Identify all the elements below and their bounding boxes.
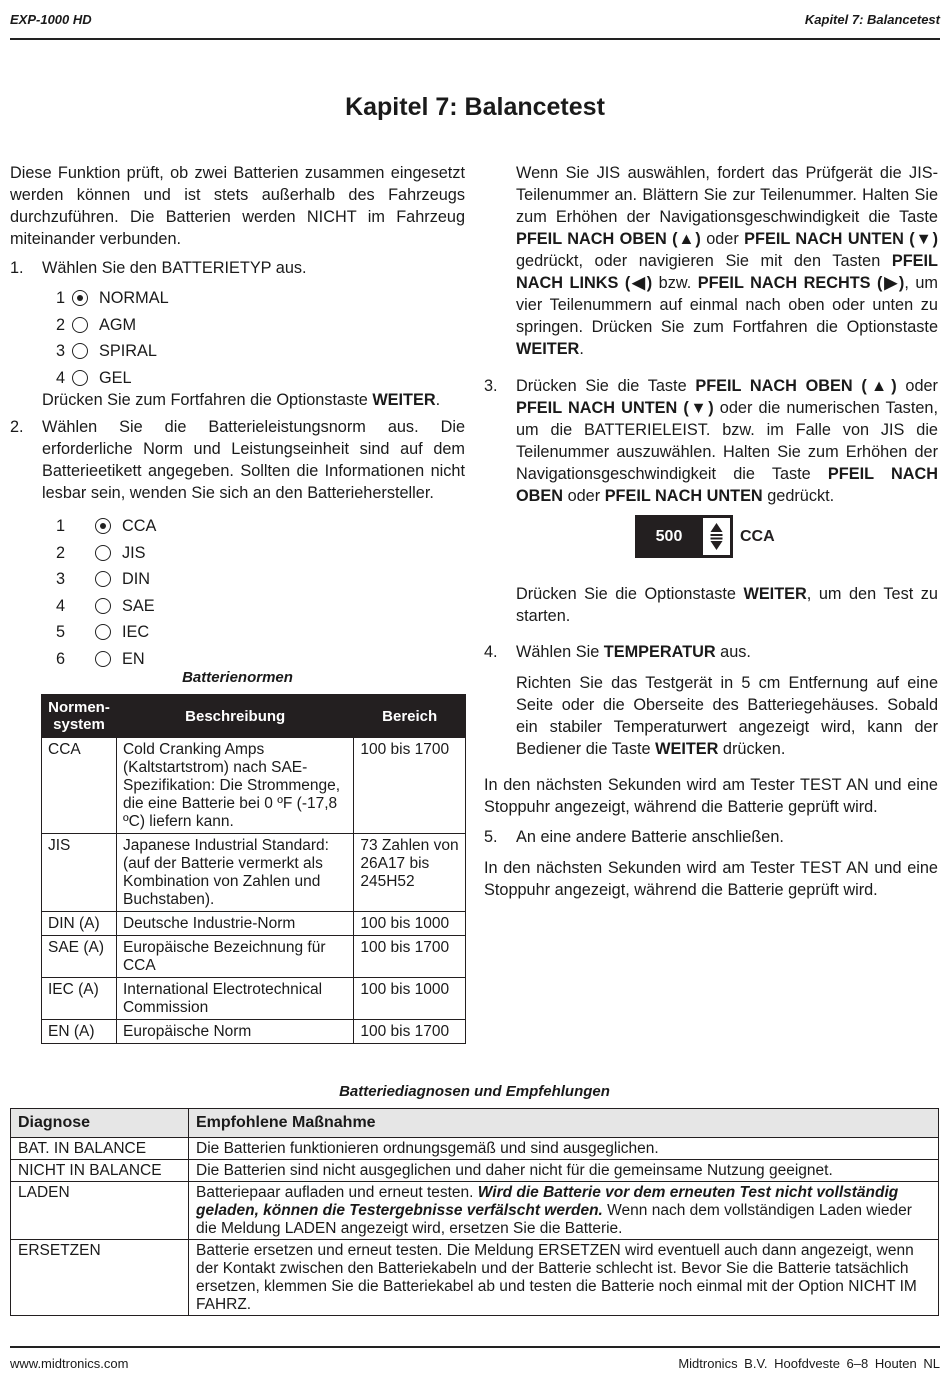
norm-header-cell: Normen- system <box>42 695 117 738</box>
step3-text: Drücken Sie die Taste <box>516 377 696 395</box>
radio-selected-icon[interactable] <box>95 518 111 534</box>
action-bold: Wird die Batterie vor dem erneuten Test nicht vollständig geladen, können die Testergebnisse verfälscht werden. <box>196 1184 899 1219</box>
norm-cell: 100 bis 1700 <box>354 1020 466 1044</box>
norm-cell: International Electrotechnical Commission <box>116 978 353 1020</box>
step-2 <box>10 416 465 504</box>
left-column <box>10 162 465 1044</box>
continue-end: . <box>435 391 441 409</box>
radio-empty-icon[interactable] <box>72 343 88 359</box>
action-text: Die Batterien funktionieren ordnungsgemäß und sind ausgeglichen. <box>196 1140 659 1157</box>
diag-header-action: Empfohlene Maßnahme <box>189 1109 939 1138</box>
diagnosis-table <box>10 1108 939 1316</box>
page-footer <box>10 1346 940 1371</box>
action-text: Die Batterien sind nicht ausgeglichen und daher nicht für die gemeinsame Nutzung geeignet. <box>196 1162 833 1179</box>
action-text: Batterie ersetzen und erneut testen. Die Meldung ERSETZEN wird eventuell auch dann angezeigt, wenn der Kontakt zwischen den Batteriekabeln und der Batterie schlecht ist. Bevor Sie die Batterie tatsächlich ersetzen, klemmen Sie die Batteriekabel ab und testen die Batterie noch einmal mit der Option NICHT IM FAHRZ. <box>196 1242 917 1313</box>
option-number: 4 <box>56 368 66 387</box>
info-paragraph-1: In den nächsten Sekunden wird am Tester TEST AN und eine Stoppuhr angezeigt, während die Batterie geprüft wird. <box>484 776 938 816</box>
norm-cell: Japanese Industrial Standard: (auf der Batterie vermerkt als Kombination von Zahlen und Buchstaben). <box>116 834 353 912</box>
option-number: 4 <box>56 596 66 615</box>
radio-empty-icon[interactable] <box>95 545 111 561</box>
option-number: 2 <box>56 315 66 334</box>
step-number: 2. <box>10 418 24 436</box>
step-number: 3. <box>484 377 498 395</box>
step-number: 5. <box>484 828 498 846</box>
jis-bold: WEITER <box>516 340 580 358</box>
radio-empty-icon[interactable] <box>95 571 111 587</box>
continue-key: WEITER <box>372 391 436 409</box>
continue-text: Drücken Sie zum Fortfahren die Optionstaste <box>42 391 373 409</box>
action-text: Wenn nach dem vollständigen Laden wieder die Meldung LADEN angezeigt wird, ersetzen Sie die Batterie. <box>196 1202 912 1237</box>
jis-bold: PFEIL NACH OBEN (▲) <box>516 230 701 248</box>
jis-bold: PFEIL NACH LINKS (◀) <box>516 252 938 292</box>
option-label: JIS <box>122 543 146 562</box>
table-row <box>42 978 466 1020</box>
step4-detail-text: drücken. <box>718 740 786 758</box>
step4-detail-text: Richten Sie das Testgerät in 5 cm Entfernung auf eine Seite oder die Oberseite des Batteriegehäuses. Sobald ein stabiler Temperaturwert angezeigt wird, kann der Bediener die Taste <box>516 674 938 758</box>
info-paragraph-2: In den nächsten Sekunden wird am Tester TEST AN und eine Stoppuhr angezeigt, während die Batterie geprüft wird. <box>484 859 938 899</box>
step3-text: oder die numerischen Tasten, um die BATTERIELEIST. bzw. im Falle von JIS die Teilenummer auszuwählen. Halten Sie zum Erhöhen der Navigationsgeschwindigkeit die Taste <box>516 399 938 483</box>
norm-cell: SAE (A) <box>42 936 117 978</box>
option-row[interactable] <box>10 365 465 392</box>
option-number: 1 <box>56 289 66 307</box>
step3-text: oder <box>896 377 938 395</box>
step-4-detail <box>484 672 938 760</box>
tester-display <box>635 515 775 558</box>
option-row[interactable] <box>10 619 465 646</box>
header-product: EXP-1000 HD <box>10 12 92 27</box>
jis-text: . <box>579 340 584 358</box>
jis-text: , um vier Teilenummern auf einmal nach oben oder unten zu springen. Drücken Sie zum Fortfahren die Optionstaste <box>516 274 938 336</box>
step3-bold: PFEIL NACH OBEN <box>516 465 938 505</box>
option-label: CCA <box>122 517 157 535</box>
step3-bold: PFEIL NACH UNTEN <box>604 487 763 505</box>
display-unit: CCA <box>740 528 775 545</box>
page-header <box>10 10 940 40</box>
option-number: 6 <box>56 649 66 668</box>
step4-text: Wählen Sie <box>516 643 604 661</box>
step3-bold: PFEIL NACH UNTEN (▼) <box>516 399 714 417</box>
norm-cell: 100 bis 1000 <box>354 978 466 1020</box>
radio-selected-icon[interactable] <box>72 290 88 306</box>
footer-website: www.midtronics.com <box>10 1356 129 1371</box>
start-test-text <box>484 583 938 627</box>
norm-cell: Deutsche Industrie-Norm <box>116 912 353 936</box>
step-number: 4. <box>484 643 498 661</box>
jis-text: bzw. <box>652 274 698 292</box>
step3-text: oder <box>563 487 605 505</box>
table-row <box>11 1160 939 1182</box>
table-row <box>42 738 466 834</box>
action-cell <box>189 1240 939 1316</box>
start-text: Drücken Sie die Optionstaste <box>516 585 744 603</box>
start-bold: WEITER <box>743 585 807 603</box>
header-chapter: Kapitel 7: Balancetest <box>804 12 940 27</box>
diag-cell: ERSETZEN <box>11 1240 189 1316</box>
table-row <box>42 936 466 978</box>
diag-cell: LADEN <box>11 1182 189 1240</box>
step-4 <box>484 641 938 663</box>
radio-empty-icon[interactable] <box>95 651 111 667</box>
option-number: 1 <box>56 517 66 535</box>
step-text <box>516 643 751 661</box>
norm-cell: Europäische Norm <box>116 1020 353 1044</box>
radio-empty-icon[interactable] <box>72 370 88 386</box>
norm-cell: DIN (A) <box>42 912 117 936</box>
option-label: AGM <box>99 315 137 334</box>
norm-cell: Europäische Bezeichnung für CCA <box>116 936 353 978</box>
option-label: IEC <box>122 623 150 641</box>
option-row[interactable] <box>10 593 465 620</box>
option-number: 3 <box>56 570 66 588</box>
table-row <box>11 1138 939 1160</box>
diag-table-caption: Batteriediagnosen und Empfehlungen <box>339 1083 610 1100</box>
option-label: GEL <box>99 368 132 387</box>
step-text: Wählen Sie den BATTERIETYP aus. <box>42 259 307 277</box>
jis-text: Wenn Sie JIS auswählen, fordert das Prüfgerät die JIS-Teilenummer an. Blättern Sie zur Teilenummer. Halten Sie zum Erhöhen der Navigationsgeschwindigkeit die Taste <box>516 164 938 226</box>
norm-cell: 100 bis 1000 <box>354 912 466 936</box>
jis-bold: PFEIL NACH UNTEN (▼) <box>744 230 938 248</box>
intro-paragraph: Diese Funktion prüft, ob zwei Batterien zusammen eingesetzt werden können und ist stets außerhalb des Fahrzeugs durchzuführen. Die Batterien werden NICHT im Fahrzeug miteinander verbunden. <box>10 164 465 248</box>
norm-cell: CCA <box>42 738 117 834</box>
option-row[interactable] <box>10 540 465 567</box>
option-label: SAE <box>122 596 155 615</box>
action-cell <box>189 1160 939 1182</box>
norm-table <box>41 694 466 1044</box>
footer-address: Midtronics B.V. Hoofdveste 6–8 Houten NL <box>678 1356 940 1371</box>
option-label: EN <box>122 649 145 668</box>
battery-norm-options <box>10 513 465 672</box>
page-title: Kapitel 7: Balancetest <box>345 93 605 121</box>
diag-cell: BAT. IN BALANCE <box>11 1138 189 1160</box>
option-label: SPIRAL <box>99 342 157 360</box>
step-3 <box>484 375 938 507</box>
radio-empty-icon[interactable] <box>72 317 88 333</box>
norm-header-cell: Beschreibung <box>116 695 353 738</box>
option-row[interactable] <box>10 285 465 312</box>
option-number: 2 <box>56 543 66 562</box>
norm-cell: 100 bis 1700 <box>354 936 466 978</box>
norm-table-caption: Batterienormen <box>182 669 293 686</box>
norm-header-cell: Bereich <box>354 695 466 738</box>
action-text: Batteriepaar aufladen und erneut testen. <box>196 1184 478 1201</box>
jis-text: oder <box>700 230 745 248</box>
diag-header-diagnosis: Diagnose <box>11 1109 189 1138</box>
option-row[interactable] <box>10 312 465 339</box>
radio-empty-icon[interactable] <box>95 598 111 614</box>
step4-detail-bold: WEITER <box>655 740 719 758</box>
step-text: An eine andere Batterie anschließen. <box>516 828 784 846</box>
norm-cell: JIS <box>42 834 117 912</box>
option-row[interactable] <box>10 513 465 540</box>
step-text <box>516 377 938 505</box>
battery-type-options <box>10 285 465 391</box>
step-1 <box>10 257 465 279</box>
table-row <box>42 1020 466 1044</box>
table-row <box>42 912 466 936</box>
step-5 <box>484 826 938 848</box>
option-row[interactable] <box>10 566 465 593</box>
option-label: NORMAL <box>99 289 169 307</box>
norm-cell: Cold Cranking Amps (Kaltstartstrom) nach SAE-Spezifikation: Die Strommenge, die eine Batterie bei 0 ºF (-17,8 ºC) liefern kann. <box>116 738 353 834</box>
option-number: 3 <box>56 342 66 360</box>
start-text: , um den Test zu starten. <box>516 585 938 625</box>
step-1-continue <box>10 389 465 411</box>
step4-bold: TEMPERATUR <box>603 643 716 661</box>
step3-text: gedrückt. <box>762 487 835 505</box>
step-text: Wählen Sie die Batterieleistungsnorm aus. Die erforderliche Norm und Leistungseinheit sind auf dem Batterieetikett angegeben. Sollten die Informationen nicht lesbar sein, wenden Sie sich an den Batteriehersteller. <box>42 418 465 502</box>
norm-cell: 73 Zahlen von 26A17 bis 245H52 <box>354 834 466 912</box>
step4-text: aus. <box>715 643 751 661</box>
radio-empty-icon[interactable] <box>95 624 111 640</box>
display-value: 500 <box>655 528 683 545</box>
jis-text: gedrückt, oder navigieren Sie mit den Tasten <box>516 252 892 270</box>
norm-cell: IEC (A) <box>42 978 117 1020</box>
jis-paragraph <box>484 162 938 360</box>
option-row[interactable] <box>10 646 465 673</box>
action-cell <box>189 1138 939 1160</box>
table-row <box>11 1240 939 1316</box>
option-row[interactable] <box>10 338 465 365</box>
jis-bold: PFEIL NACH RECHTS (▶) <box>697 274 905 292</box>
diag-cell: NICHT IN BALANCE <box>11 1160 189 1182</box>
option-number: 5 <box>56 623 66 641</box>
norm-cell: 100 bis 1700 <box>354 738 466 834</box>
step3-bold: PFEIL NACH OBEN (▲) <box>695 377 897 395</box>
table-row <box>42 834 466 912</box>
step-number: 1. <box>10 259 24 277</box>
up-down-arrows-icon <box>703 518 730 555</box>
table-row <box>11 1182 939 1240</box>
option-label: DIN <box>122 570 151 588</box>
norm-cell: EN (A) <box>42 1020 117 1044</box>
action-cell <box>189 1182 939 1240</box>
